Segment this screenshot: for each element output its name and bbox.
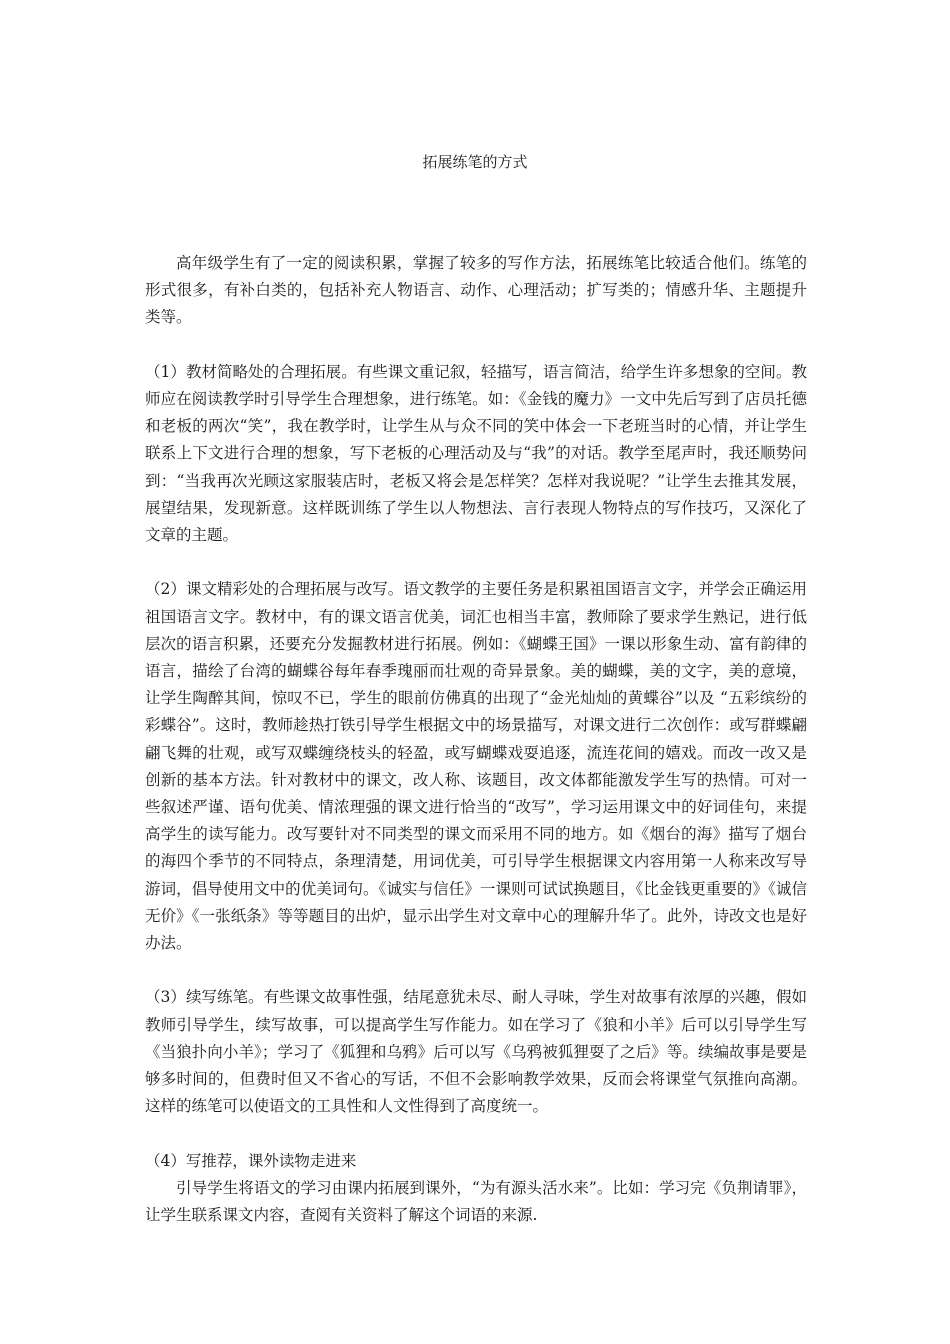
paragraph-gap — [145, 549, 807, 576]
section-3-paragraph: （3）续写练笔。有些课文故事性强，结尾意犹未尽、耐人寻味，学生对故事有浓厚的兴趣，假如教师引导学生，续写故事，可以提高学生写作能力。如在学习了《狼和小羊》后可以引导学生写《当狼扑向小羊》；学习了《狐狸和乌鸦》后可以写《乌鸦被狐狸耍了之后》等。续编故事是要是够多时间的，但费时但又不省心的写话，不但不会影响教学效果，反而会将课堂气氛推向高潮。这样的练笔可以使语文的工具性和人文性得到了高度统一。 — [145, 988, 807, 1116]
section-2-paragraph: （2）课文精彩处的合理拓展与改写。语文教学的主要任务是积累祖国语言文字，并学会正确运用祖国语言文字。教材中，有的课文语言优美，词汇也相当丰富，教师除了要求学生熟记，进行低层次的语言积累，还要充分发掘教材进行拓展。例如：《蝴蝶王国》一课以形象生动、富有韵律的语言，描绘了台湾的蝴蝶谷每年春季瑰丽而壮观的奇异景象。美的蝴蝶，美的文字，美的意境，让学生陶醉其间，惊叹不已，学生的眼前仿佛真的出现了“金光灿灿的黄蝶谷”以及 “五彩缤纷的彩蝶谷”。这时，教师趁热打铁引导学生根据文中的场景描写，对课文进行二次创作：或写群蝶翩翩飞舞的壮观，或写双蝶缠绕枝头的轻盈，或写蝴蝶戏耍追逐，流连花间的嬉戏。而改一改又是创新的基本方法。针对教材中的课文，改人称、该题目，改文体都能激发学生写的热情。可对一些叙述严谨、语句优美、情浓理强的课文进行恰当的“改写”，学习运用课文中的好词佳句，来提高学生的读写能力。改写要针对不同类型的课文而采用不同的地方。如《烟台的海》描写了烟台的海四个季节的不同特点，条理清楚，用词优美，可引导学生根据课文内容用第一人称来改写导游词，倡导使用文中的优美词句。《诚实与信任》一课则可试试换题目，《比金钱更重要的》《诚信无价》《一张纸条》等等题目的出炉，显示出学生对文章中心的理解升华了。此外，诗改文也是好办法。 — [145, 580, 807, 953]
paragraph-gap — [145, 1120, 807, 1147]
document-title: 拓展练笔的方式 — [422, 153, 528, 171]
section-4-paragraph: 引导学生将语文的学习由课内拓展到课外，“为有源头活水来”。比如：学习完《负荆请罪》，让学生联系课文内容，查阅有关资料了解这个词语的来源. — [145, 1178, 807, 1225]
intro-paragraph: 高年级学生有了一定的阅读积累，掌握了较多的写作方法，拓展练笔比较适合他们。练笔的形式很多，有补白类的，包括补充人物语言、动作、心理活动；扩写类的；情感升华、主题提升类等。 — [145, 254, 807, 327]
paragraph-gap — [145, 332, 807, 359]
paragraph-gap — [145, 957, 807, 984]
section-4-heading: （4）写推荐，课外读物走进来 — [145, 1151, 357, 1170]
document-body — [145, 250, 807, 1229]
section-1-paragraph: （1）教材简略处的合理拓展。有些课文重记叙，轻描写，语言简洁，给学生许多想象的空间。教师应在阅读教学时引导学生合理想象，进行练笔。如：《金钱的魔力》一文中先后写到了店员托德和老板的两次“笑”，我在教学时，让学生从与众不同的笑中体会一下老班当时的心情，并让学生联系上下文进行合理的想象，写下老板的心理活动及与“我”的对话。教学至尾声时，我还顺势问到：“当我再次光顾这家服装店时，老板又将会是怎样笑？怎样对我说呢？”让学生去推其发展，展望结果，发现新意。这样既训练了学生以人物想法、言行表现人物特点的写作技巧，又深化了文章的主题。 — [145, 362, 807, 545]
